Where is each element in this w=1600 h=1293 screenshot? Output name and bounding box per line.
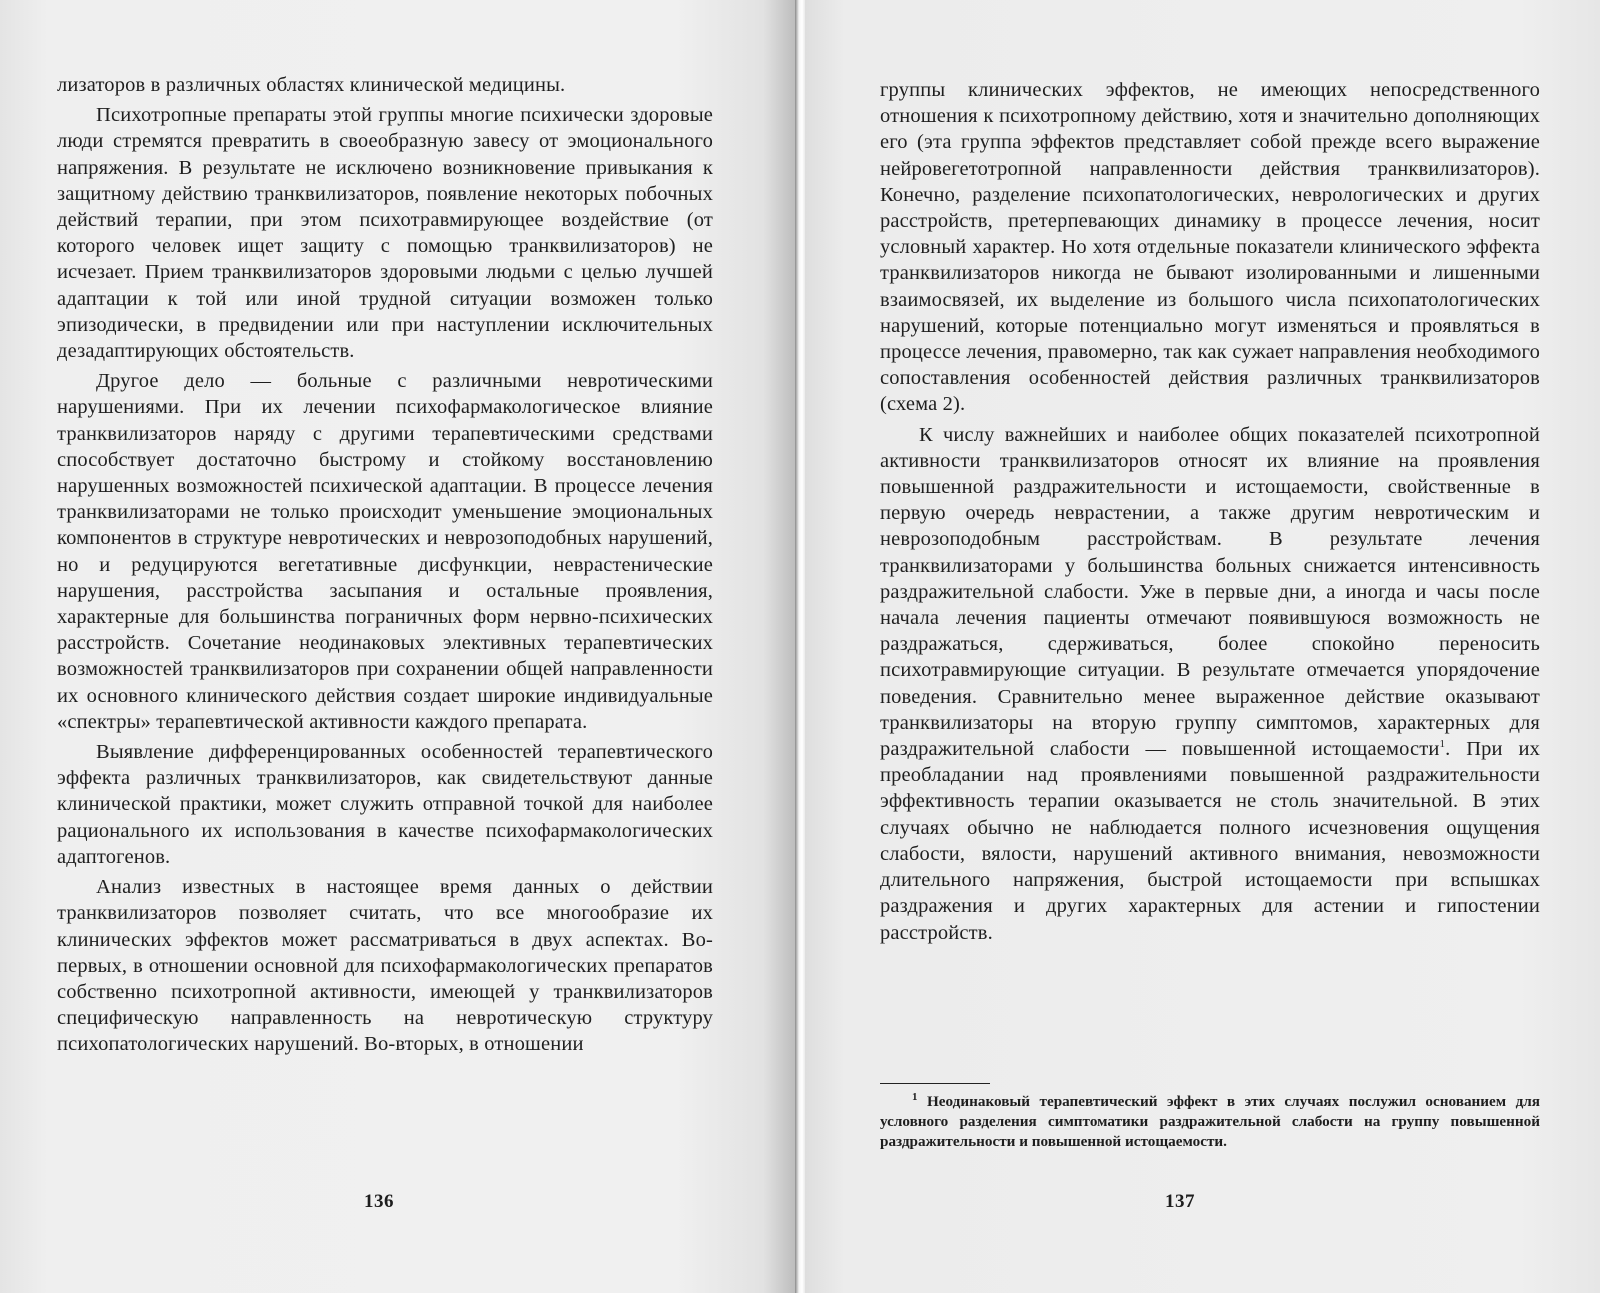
paragraph: К числу важнейших и наиболее общих показателей психотропной активности транквилизаторов относят их влияние на проявления повышенной раздражительности и истощаемости, свойственные в первую очередь неврастении, а также другим невротическим и неврозоподобным расстройствам. В результате лечения транквилизаторами у большинства больных снижается интенсивность раздражительной слабости. Уже в первые дни, а иногда и часы после начала лечения пациенты отмечают появившуюся возможность не раздражаться, сдерживаться, более спокойно переносить психотравмирующие ситуации. В результате отмечается упорядочение поведения. Сравнительно менее выраженное действие оказывают транквилизаторы на вторую группу симптомов, характерных для раздражительной слабости — повышенной истощаемости$^1$. При их преобладании над проявлениями повышенной раздражительности эффективность терапии оказывается не столь значительной. В этих случаях обычно не наблюдается полного исчезновения ощущения слабости, вялости, нарушений активного внимания, невозможности длительного напряжения, быстрой истощаемости при вспышках раздражения и других характерных для астении и гипостении расстройств. xyxy=(880,423,1540,944)
paragraph-text: К числу важнейших и наиболее общих показателей психотропной активности транквилизаторов относят их влияние на проявления повышенной раздражительности и истощаемости, свойственные в первую очередь неврастении, а также другим невротическим и неврозоподобным расстройствам. В результате лечения транквилизаторами у большинства больных снижается интенсивность раздражительной слабости. Уже в первые дни, а иногда и часы после начала лечения пациенты отмечают появившуюся возможность не раздражаться, сдерживаться, более спокойно переносить психотравмирующие ситуации. В результате отмечается упорядочение поведения. Сравнительно менее выраженное действие оказывают транквилизаторы на вторую группу симптомов, характерных для раздражительной слабости — повышенной истощаемости xyxy=(880,423,1540,761)
left-page-text xyxy=(57,72,713,1058)
right-page-text xyxy=(880,77,1540,946)
paragraph: Другое дело — больные с различными невротическими нарушениями. При их лечении психофармакологическое влияние транквилизаторов наряду с другими терапевтическими средствами способствует достаточно быстрому и стойкому восстановлению нарушенных возможностей психической адаптации. В процессе лечения транквилизаторами не только происходит уменьшение эмоциональных компонентов в структуре невротических и неврозоподобных нарушений, но и редуцируются вегетативные дисфункции, неврастенические нарушения, расстройства засыпания и остальные проявления, характерные для большинства пограничных форм нервно-психических расстройств. Сочетание неодинаковых элективных терапевтических возможностей транквилизаторов при сохранении общей направленности их основного клинического действия создает широкие индивидуальные «спектры» терапевтической активности каждого препарата. xyxy=(57,370,713,733)
paragraph: лизаторов в различных областях клинической медицины. xyxy=(57,74,566,96)
footnote-divider xyxy=(880,1083,990,1084)
page-number: 137 xyxy=(1165,1191,1195,1212)
right-page xyxy=(805,0,1600,1293)
footnote-marker: 1 xyxy=(912,1090,918,1103)
paragraph: Психотропные препараты этой группы многие психически здоровые люди стремятся превратить в своеобразную завесу от эмоционального напряжения. В результате не исключено возникновение привыкания к защитному действию транквилизаторов, появление некоторых побочных действий терапии, при этом психотравмирующее воздействие (от которого человек ищет защиту с помощью транквилизаторов) не исчезает. Прием транквилизаторов здоровыми людьми с целью лучшей адаптации к той или иной трудной ситуации возможен только эпизодически, в предвидении или при наступлении исключительных дезадаптирующих обстоятельств. xyxy=(57,104,713,363)
paragraph: Анализ известных в настоящее время данных о действии транквилизаторов позволяет считать, что все многообразие их клинических эффектов может рассматриваться в двух аспектах. Во-первых, в отношении основной для психофармакологических препаратов собственно психотропной активности, имеющей у транквилизаторов специфическую направленность на невротическую структуру психопатологических нарушений. Во-вторых, в отношении xyxy=(57,876,713,1056)
left-page xyxy=(0,0,795,1293)
footnote xyxy=(880,1092,1540,1152)
paragraph: Выявление дифференцированных особенностей терапевтического эффекта различных транквилизаторов, как свидетельствуют данные клинической практики, может служить отправной точкой для наиболее рационального их использования в качестве психофармакологических адаптогенов. xyxy=(57,741,713,868)
paragraph: группы клинических эффектов, не имеющих непосредственного отношения к психотропному действию, хотя и значительно дополняющих его (эта группа эффектов представляет собой прежде всего выражение нейровегетотропной направленности действия транквилизаторов). Конечно, разделение психопатологических, неврологических и других расстройств, претерпевающих динамику в процессе лечения, носит условный характер. Но хотя отдельные показатели клинического эффекта транквилизаторов никогда не бывают изолированными и лишенными взаимосвязей, их выделение из большого числа психопатологических нарушений, которые потенциально могут изменяться и проявляться в процессе лечения, правомерно, так как сужает направления необходимого сопоставления особенностей действия различных транквилизаторов (схема 2). xyxy=(880,79,1540,416)
footnote-reference: 1 xyxy=(1439,738,1446,751)
page-number: 136 xyxy=(364,1191,394,1212)
paragraph-text: При их преобладании над проявлениями повышенной раздражительности эффективность терапии оказывается не столь значительной. В этих случаях обычно не наблюдается полного исчезновения ощущения слабости, вялости, нарушений активного внимания, невозможности длительного напряжения, быстрой истощаемости при вспышках раздражения и других характерных для астении и гипостении расстройств. xyxy=(880,738,1540,944)
book-gutter xyxy=(795,0,805,1293)
footnote-text: Неодинаковый терапевтический эффект в этих случаях послужил основанием для условного разделения симптоматики раздражительной слабости на группу повышенной раздражительности и повышенной истощаемости. xyxy=(880,1093,1541,1150)
